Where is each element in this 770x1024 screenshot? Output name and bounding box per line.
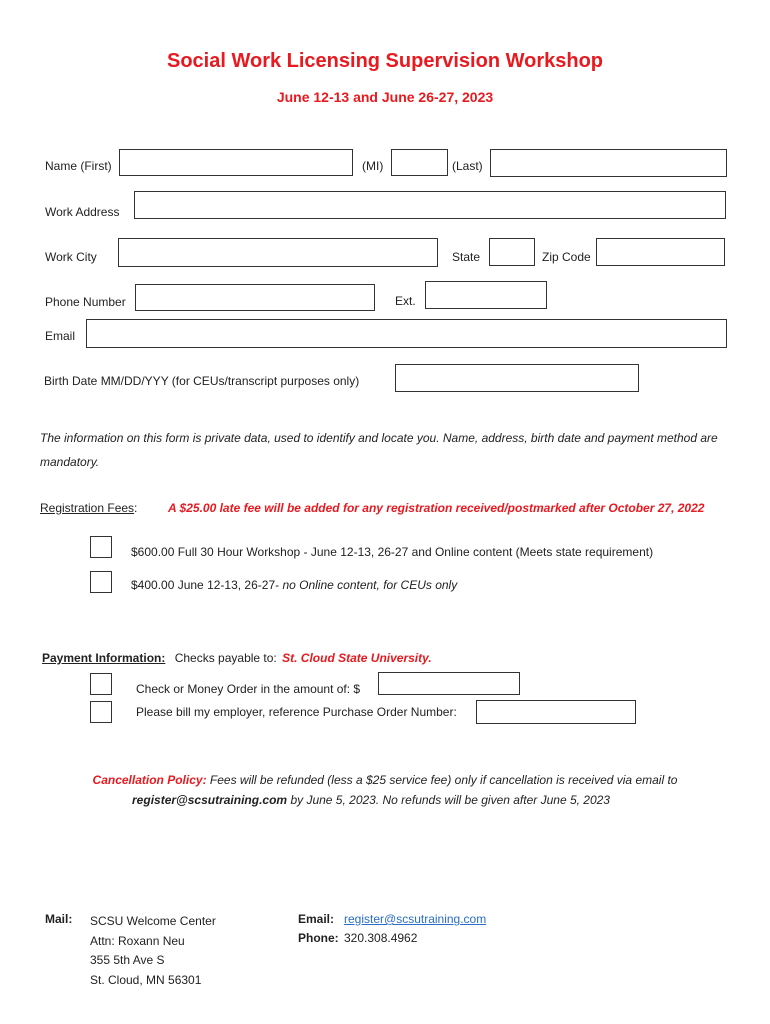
check-money-order-checkbox[interactable] bbox=[90, 673, 112, 695]
zip-code-field[interactable] bbox=[596, 238, 725, 266]
work-city-field[interactable] bbox=[118, 238, 438, 267]
ceu-only-option-prefix: $400.00 June 12-13, 26-27- bbox=[131, 578, 283, 592]
ext-label: Ext. bbox=[395, 294, 416, 308]
workshop-dates: June 12-13 and June 26-27, 2023 bbox=[276, 89, 494, 105]
phone-label: Phone Number bbox=[45, 295, 126, 309]
ceu-only-option-detail: no Online content, for CEUs only bbox=[282, 578, 458, 592]
purchase-order-field[interactable] bbox=[476, 700, 636, 724]
ext-field[interactable] bbox=[425, 281, 547, 309]
cancellation-text-1: Fees will be refunded (less a $25 service fee) only if cancellation is received via email to bbox=[206, 773, 678, 787]
page-title: Social Work Licensing Supervision Workshop bbox=[166, 50, 603, 72]
birth-date-field[interactable] bbox=[395, 364, 639, 392]
first-name-field[interactable] bbox=[119, 149, 353, 176]
work-address-field[interactable] bbox=[134, 191, 726, 219]
contact-phone-label: Phone: bbox=[298, 931, 339, 945]
cancellation-email: register@scsutraining.com bbox=[132, 793, 288, 807]
email-field[interactable] bbox=[86, 319, 727, 348]
check-money-order-label: Check or Money Order in the amount of: $ bbox=[136, 682, 361, 696]
amount-field[interactable] bbox=[378, 672, 520, 695]
contact-phone-value: 320.308.4962 bbox=[344, 931, 418, 945]
email-label: Email bbox=[45, 329, 76, 343]
registration-fees-colon: : bbox=[134, 501, 138, 515]
mail-label: Mail: bbox=[45, 912, 73, 926]
middle-initial-field[interactable] bbox=[391, 149, 448, 176]
address-line-2: Attn: Roxann Neu bbox=[90, 933, 185, 948]
address-line-4: St. Cloud, MN 56301 bbox=[90, 972, 202, 987]
privacy-note: The information on this form is private data, used to identify and locate you. Name, address, birth date and payment method are mandatory. bbox=[40, 431, 718, 469]
payment-heading bbox=[42, 651, 432, 665]
full-workshop-option: $600.00 Full 30 Hour Workshop - June 12-13, 26-27 and Online content (Meets state requirement) bbox=[131, 545, 654, 559]
address-line-3: 355 5th Ave S bbox=[90, 953, 165, 967]
bill-employer-label: Please bill my employer, reference Purchase Order Number: bbox=[136, 705, 457, 719]
zip-code-label: Zip Code bbox=[542, 250, 591, 264]
state-field[interactable] bbox=[489, 238, 535, 266]
work-city-label: Work City bbox=[45, 250, 97, 264]
first-name-label: Name (First) bbox=[45, 159, 112, 173]
bill-employer-checkbox[interactable] bbox=[90, 701, 112, 723]
full-workshop-checkbox[interactable] bbox=[90, 536, 112, 558]
ceu-only-checkbox[interactable] bbox=[90, 571, 112, 593]
mailing-address bbox=[90, 912, 216, 990]
phone-field[interactable] bbox=[135, 284, 375, 311]
cancellation-line-2 bbox=[0, 793, 742, 807]
last-name-label: (Last) bbox=[452, 159, 483, 173]
last-name-field[interactable] bbox=[490, 149, 727, 177]
cancellation-text-2: by June 5, 2023. No refunds will be given after June 5, 2023 bbox=[287, 793, 610, 807]
middle-initial-label: (MI) bbox=[362, 159, 384, 173]
state-label: State bbox=[452, 250, 481, 264]
address-line-1: SCSU Welcome Center bbox=[90, 914, 216, 928]
late-fee-notice: A $25.00 late fee will be added for any registration received/postmarked after October 27, 2022 bbox=[168, 501, 705, 515]
cancellation-policy-label: Cancellation Policy: bbox=[92, 773, 207, 787]
work-address-label: Work Address bbox=[45, 205, 120, 219]
birth-date-label: Birth Date MM/DD/YYY (for CEUs/transcript purposes only) bbox=[44, 374, 360, 388]
contact-email-link[interactable]: register@scsutraining.com bbox=[344, 912, 487, 926]
contact-email-label: Email: bbox=[298, 912, 335, 926]
registration-fees-title: Registration Fees bbox=[40, 501, 135, 515]
registration-fees-heading bbox=[40, 501, 137, 515]
ceu-only-option bbox=[131, 578, 457, 592]
checks-payable-label: Checks payable to: bbox=[174, 651, 277, 665]
payment-info-title: Payment Information: bbox=[42, 651, 166, 665]
cancellation-line-1 bbox=[0, 773, 770, 787]
payee-name: St. Cloud State University. bbox=[282, 651, 432, 665]
